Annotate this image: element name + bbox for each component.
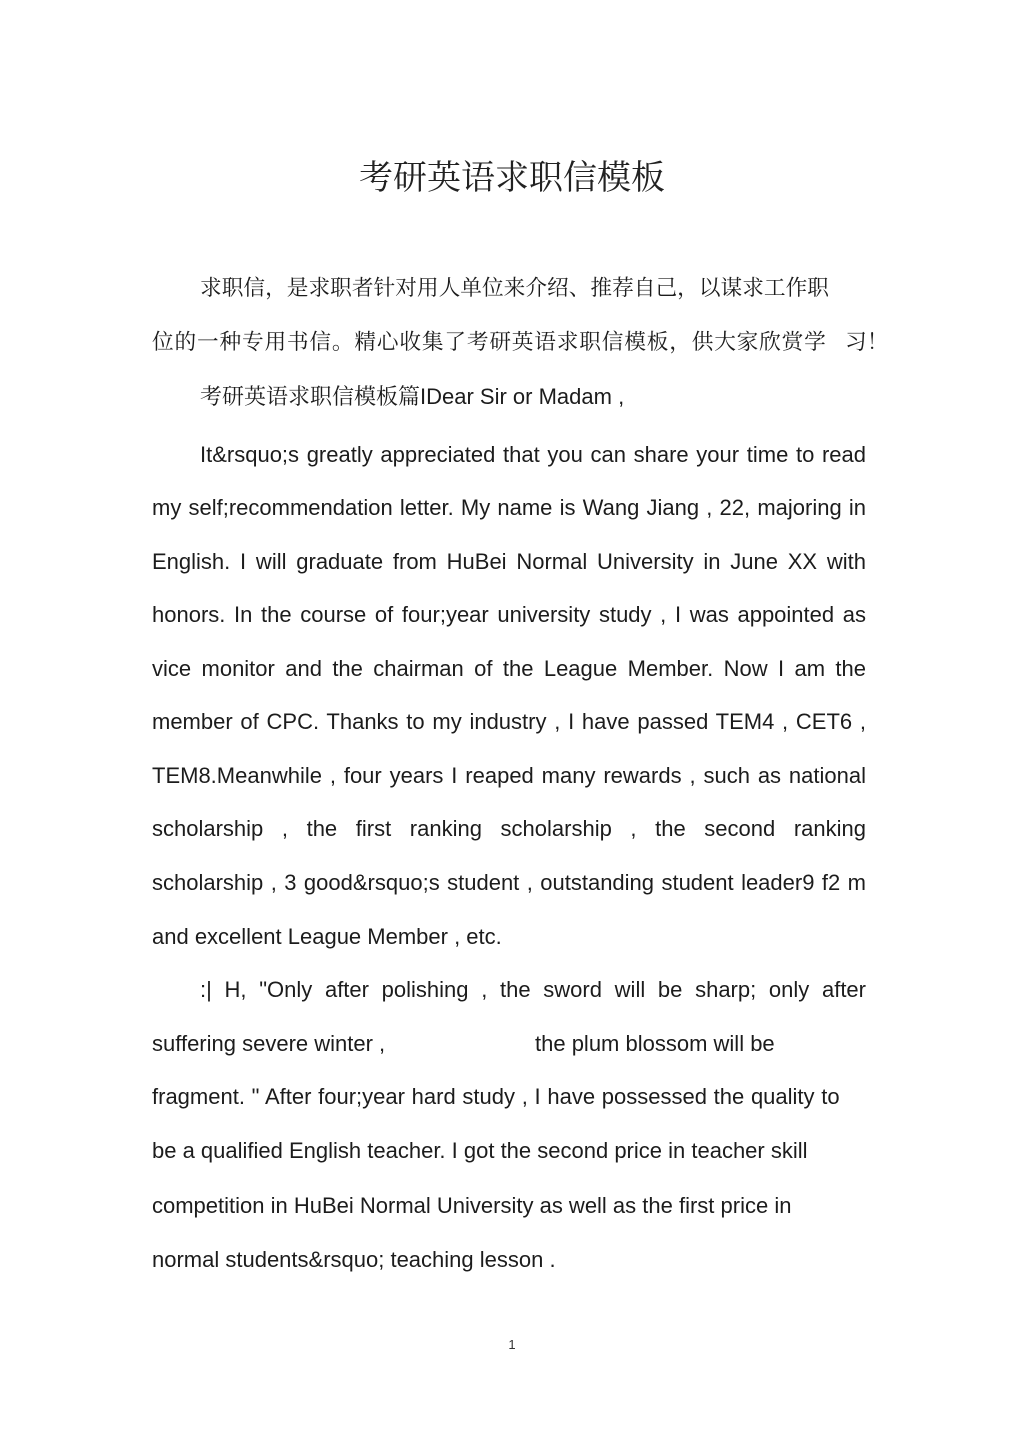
intro-line-end: 习！ <box>845 330 889 355</box>
body-line: English. I will graduate from HuBei Normal University in June XX with <box>152 549 866 574</box>
body-line: TEM8.Meanwhile , four years I reaped many rewards , such as national <box>152 763 866 788</box>
greeting-line <box>200 384 624 410</box>
body-line: fragment. " After four;year hard study , I have possessed the quality to <box>152 1084 840 1109</box>
body-line: and excellent League Member , etc. <box>152 924 502 949</box>
document-title: 考研英语求职信模板 <box>359 158 665 198</box>
body-line: member of CPC. Thanks to my industry , I have passed TEM4 , CET6 , <box>152 709 866 734</box>
body-line: :| H, "Only after polishing , the sword will be sharp; only after <box>200 977 866 1002</box>
intro-line: 求职信，是求职者针对用人单位来介绍、推荐自己，以谋求工作职 <box>200 276 829 301</box>
body-line: vice monitor and the chairman of the League Member. Now I am the <box>152 656 866 681</box>
intro-line: 位的一种专用书信。精心收集了考研英语求职信模板，供大家欣赏学 <box>152 330 827 355</box>
body-line: competition in HuBei Normal University as well as the first price in <box>152 1193 792 1218</box>
body-line: normal students&rsquo; teaching lesson . <box>152 1247 556 1272</box>
body-line: scholarship , the first ranking scholarship , the second ranking <box>152 816 866 841</box>
page-number: 1 <box>508 1337 516 1352</box>
body-line-continuation: the plum blossom will be <box>535 1031 775 1056</box>
body-line: be a qualified English teacher. I got the second price in teacher skill <box>152 1138 808 1163</box>
salutation: IDear Sir or Madam , <box>420 384 625 409</box>
body-line: suffering severe winter , <box>152 1031 386 1056</box>
body-line: scholarship , 3 good&rsquo;s student , outstanding student leader9 f2 m <box>152 870 866 895</box>
body-line: honors. In the course of four;year university study , I was appointed as <box>152 602 866 627</box>
body-line: It&rsquo;s greatly appreciated that you can share your time to read <box>200 442 866 467</box>
section-heading: 考研英语求职信模板篇 <box>200 385 421 410</box>
body-line: my self;recommendation letter. My name is Wang Jiang , 22, majoring in <box>152 495 866 520</box>
